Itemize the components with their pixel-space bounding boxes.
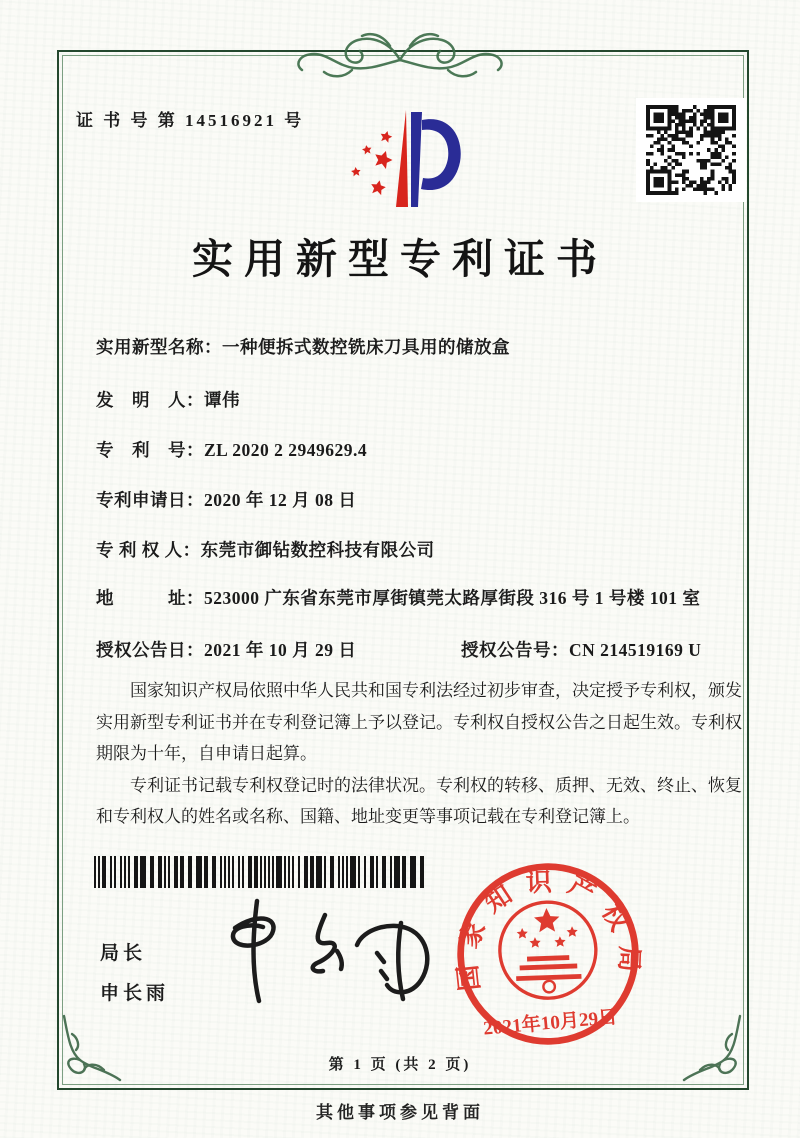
field-label: 实用新型名称：	[96, 337, 222, 357]
field-row-patentee	[96, 537, 744, 564]
certificate-number: 证 书 号 第 14516921 号	[76, 111, 305, 130]
barcode	[94, 856, 426, 888]
qr-code	[636, 98, 746, 202]
field-row-utility-model-name	[96, 334, 744, 361]
field-value: 谭伟	[204, 390, 240, 410]
field-row-inventor	[96, 387, 744, 414]
field-row-filing-date	[96, 487, 744, 514]
legal-paragraph-1: 国家知识产权局依照中华人民共和国专利法经过初步审查，决定授予专利权，颁发实用新型专利证书并在专利登记簿上予以登记。专利权自授权公告之日起生效。专利权期限为十年，自申请日起算。	[96, 681, 742, 763]
seal-text: 国家知识产权局	[451, 867, 644, 993]
field-label: 授权公告日：	[96, 640, 204, 660]
field-label: 地 址：	[96, 588, 204, 608]
field-label: 专 利 权 人：	[96, 540, 201, 560]
field-label: 授权公告号：	[461, 640, 569, 660]
field-grant-number	[461, 637, 701, 664]
top-ornament-icon	[260, 24, 540, 86]
field-label: 专利申请日：	[96, 490, 204, 510]
field-value: 2021 年 10 月 29 日	[204, 640, 357, 660]
field-value: 东莞市御钻数控科技有限公司	[200, 540, 435, 560]
field-value: CN 214519169 U	[569, 640, 702, 660]
certificate-title: 实用新型专利证书	[192, 236, 608, 282]
corner-flourish-icon	[54, 1008, 136, 1090]
field-label: 发 明 人：	[96, 390, 204, 410]
field-value: 2020 年 12 月 08 日	[204, 490, 357, 510]
director-block	[100, 934, 169, 1014]
legal-paragraph-2: 专利证书记载专利权登记时的法律状况。专利权的转移、质押、无效、终止、恢复和专利权人的姓名或名称、国籍、地址变更等事项记载在专利登记簿上。	[96, 775, 742, 826]
seal-date: 2021年10月29日	[482, 1007, 619, 1040]
field-value: ZL 2020 2 2949629.4	[204, 440, 368, 460]
field-value: 523000 广东省东莞市厚街镇莞太路厚街段 316 号 1 号楼 101 室	[204, 588, 701, 608]
director-title: 局长	[100, 943, 147, 964]
field-label: 专 利 号：	[96, 440, 204, 460]
cnipa-logo-icon	[334, 92, 470, 218]
corner-flourish-icon	[668, 1008, 750, 1090]
national-emblem-icon	[498, 901, 597, 1000]
director-name: 申长雨	[100, 983, 170, 1004]
official-seal	[449, 855, 648, 1054]
field-row-patent-number	[96, 437, 744, 464]
page-number: 第 1 页 (共 2 页)	[328, 1057, 472, 1073]
director-signature	[205, 893, 440, 1008]
field-row-address	[96, 585, 744, 612]
legal-text	[96, 675, 742, 833]
back-note: 其他事项参见背面	[316, 1103, 484, 1122]
field-value: 一种便拆式数控铣床刀具用的储放盒	[222, 337, 510, 357]
field-row-grant-date	[96, 637, 744, 664]
